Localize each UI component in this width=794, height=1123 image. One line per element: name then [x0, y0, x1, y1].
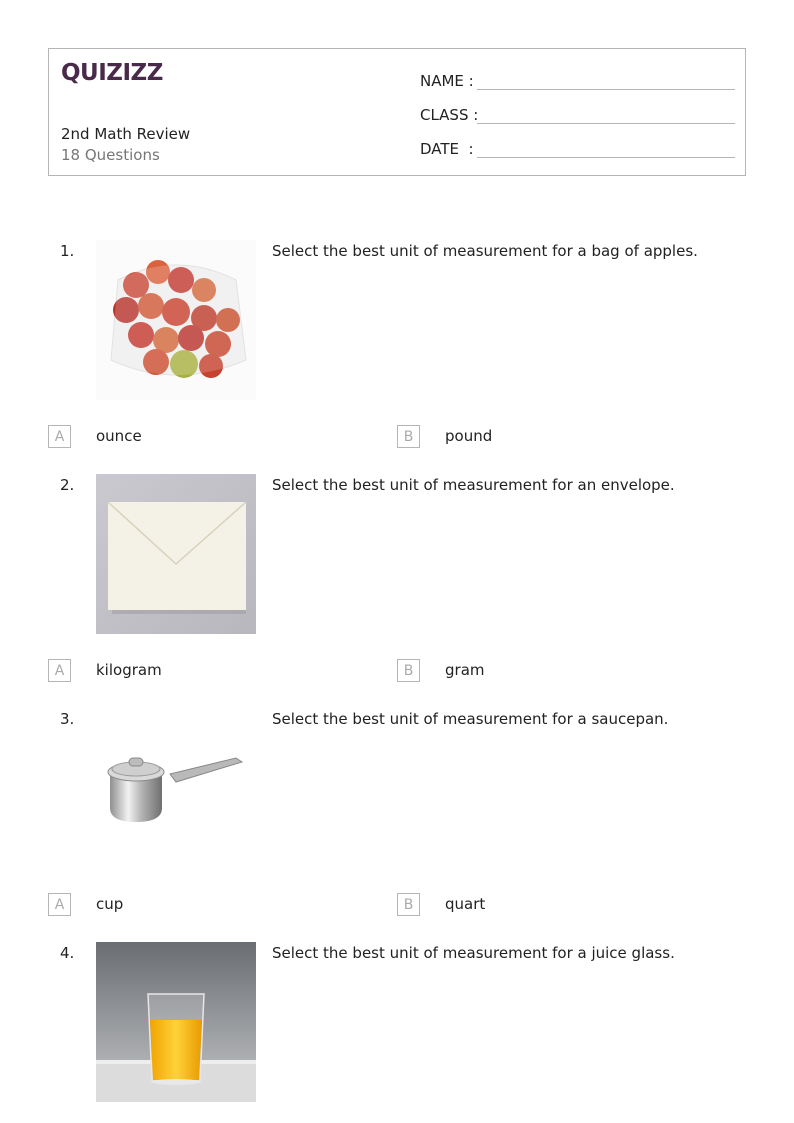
question-text: Select the best unit of measurement for a saucepan. [272, 710, 669, 728]
option-b-box[interactable]: B [397, 893, 420, 916]
option-a-text: ounce [96, 427, 142, 445]
option-b-box[interactable]: B [397, 425, 420, 448]
option-b-text: pound [445, 427, 493, 445]
worksheet-header [48, 48, 746, 176]
date-line[interactable] [477, 157, 735, 158]
question-number: 1. [60, 242, 75, 260]
date-label: DATE : [420, 140, 474, 158]
envelope-image [96, 474, 256, 634]
class-field[interactable] [420, 100, 735, 124]
option-b-text: gram [445, 661, 485, 679]
worksheet-title: 2nd Math Review [61, 125, 191, 143]
date-field[interactable] [420, 134, 735, 158]
question-count: 18 Questions [61, 146, 160, 164]
name-label: NAME : [420, 72, 474, 90]
option-a-box[interactable]: A [48, 893, 71, 916]
juice-glass-image [96, 942, 256, 1102]
class-label: CLASS : [420, 106, 479, 124]
apples-bag-image [96, 240, 256, 400]
option-b-box[interactable]: B [397, 659, 420, 682]
option-a-text: kilogram [96, 661, 162, 679]
option-a-text: cup [96, 895, 124, 913]
logo-text: QUIZIZZ [61, 60, 163, 86]
question-text: Select the best unit of measurement for an envelope. [272, 476, 675, 494]
option-a-box[interactable]: A [48, 425, 71, 448]
question-number: 3. [60, 710, 75, 728]
class-line[interactable] [477, 123, 735, 124]
name-line[interactable] [477, 89, 735, 90]
question-text: Select the best unit of measurement for a juice glass. [272, 944, 675, 962]
option-b-text: quart [445, 895, 486, 913]
question-number: 4. [60, 944, 75, 962]
name-field[interactable] [420, 66, 735, 90]
question-number: 2. [60, 476, 75, 494]
quizizz-logo [61, 57, 163, 89]
option-a-box[interactable]: A [48, 659, 71, 682]
saucepan-image [96, 708, 256, 868]
question-text: Select the best unit of measurement for a bag of apples. [272, 242, 698, 260]
